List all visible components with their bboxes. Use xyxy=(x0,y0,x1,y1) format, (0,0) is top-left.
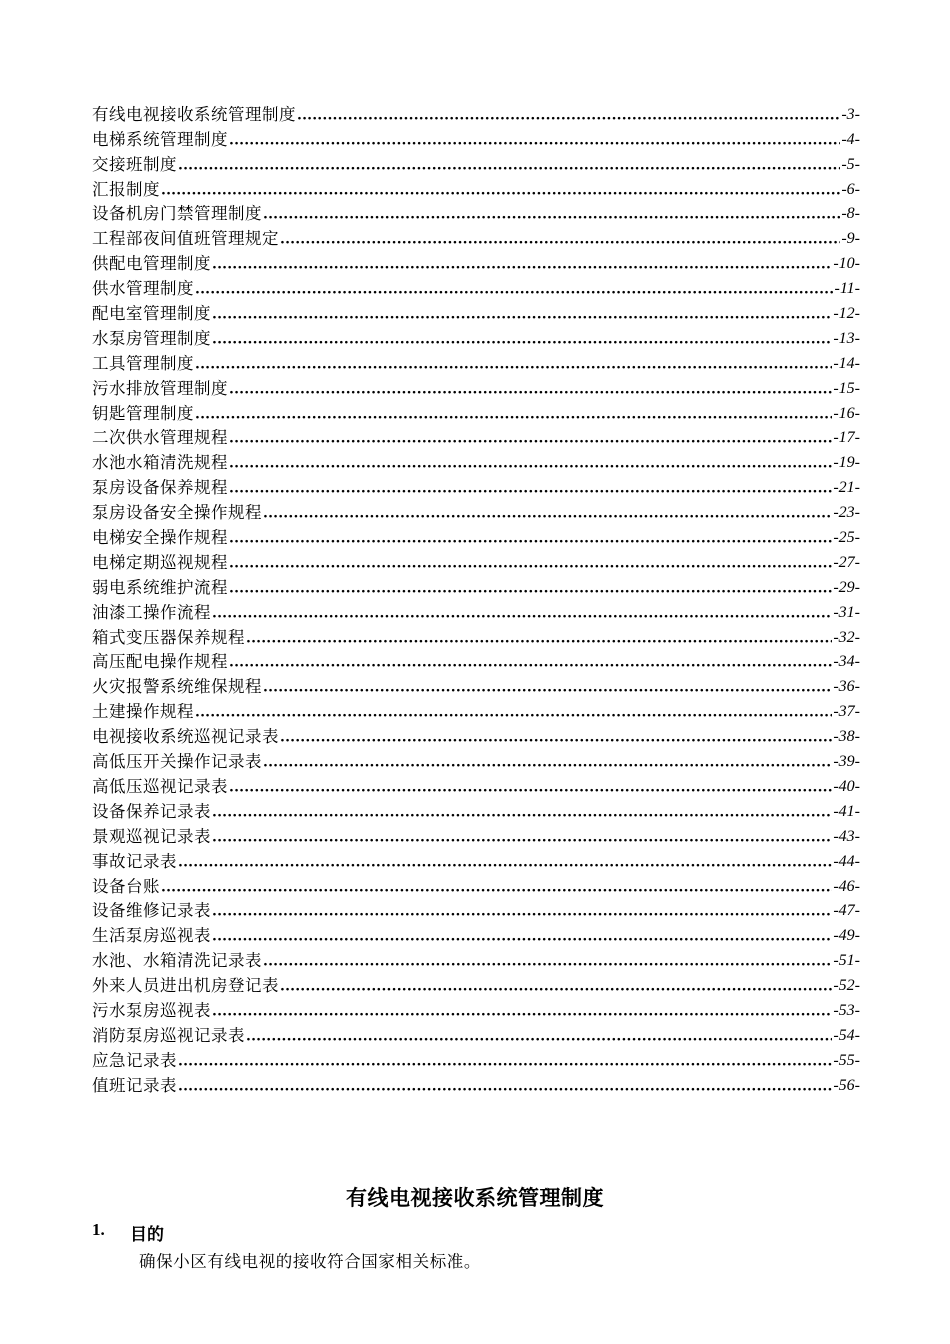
toc-entry[interactable] xyxy=(92,649,860,674)
toc-entry[interactable] xyxy=(92,350,860,375)
toc-entry[interactable] xyxy=(92,101,860,126)
toc-entry-page: -44- xyxy=(833,852,860,870)
toc-entry-page: -15- xyxy=(833,379,860,397)
toc-dot-leader xyxy=(263,678,832,698)
toc-entry-page: -4- xyxy=(841,130,860,148)
toc-dot-leader xyxy=(229,429,832,449)
toc-entry[interactable] xyxy=(92,1072,860,1097)
toc-entry-page: -29- xyxy=(833,578,860,596)
toc-entry[interactable] xyxy=(92,997,860,1022)
toc-entry[interactable] xyxy=(92,798,860,823)
toc-dot-leader xyxy=(229,554,832,574)
toc-entry-title: 钥匙管理制度 xyxy=(92,403,194,423)
toc-entry-page: -8- xyxy=(841,205,860,223)
toc-entry-title: 应急记录表 xyxy=(92,1050,177,1070)
toc-entry-page: -47- xyxy=(833,902,860,920)
toc-entry[interactable] xyxy=(92,624,860,649)
toc-dot-leader xyxy=(229,454,832,474)
toc-entry-page: -5- xyxy=(841,155,860,173)
toc-dot-leader xyxy=(212,828,832,848)
toc-entry-title: 电视接收系统巡视记录表 xyxy=(92,727,279,747)
toc-entry-title: 污水泵房巡视表 xyxy=(92,1000,211,1020)
toc-entry[interactable] xyxy=(92,275,860,300)
toc-entry[interactable] xyxy=(92,873,860,898)
toc-entry-title: 汇报制度 xyxy=(92,179,160,199)
toc-entry[interactable] xyxy=(92,225,860,250)
section-title: 有线电视接收系统管理制度 xyxy=(346,1186,604,1210)
toc-entry-page: -21- xyxy=(833,479,860,497)
toc-dot-leader xyxy=(212,330,832,350)
toc-dot-leader xyxy=(246,1027,832,1047)
toc-entry-title: 土建操作规程 xyxy=(92,702,194,722)
toc-entry[interactable] xyxy=(92,698,860,723)
toc-dot-leader xyxy=(178,156,840,176)
toc-entry[interactable] xyxy=(92,499,860,524)
toc-entry-page: -49- xyxy=(833,927,860,945)
toc-entry[interactable] xyxy=(92,549,860,574)
toc-entry-title: 工具管理制度 xyxy=(92,353,194,373)
toc-entry-page: -37- xyxy=(833,703,860,721)
toc-entry-page: -32- xyxy=(833,628,860,646)
toc-entry-title: 水池水箱清洗规程 xyxy=(92,453,228,473)
toc-entry[interactable] xyxy=(92,898,860,923)
toc-entry[interactable] xyxy=(92,1022,860,1047)
toc-dot-leader xyxy=(229,380,832,400)
toc-entry-title: 生活泵房巡视表 xyxy=(92,926,211,946)
toc-entry[interactable] xyxy=(92,599,860,624)
toc-entry-page: -41- xyxy=(833,802,860,820)
toc-dot-leader xyxy=(246,629,832,649)
toc-entry[interactable] xyxy=(92,773,860,798)
toc-entry[interactable] xyxy=(92,250,860,275)
toc-entry-page: -23- xyxy=(833,504,860,522)
heading-number: 1. xyxy=(92,1220,105,1239)
toc-entry-title: 景观巡视记录表 xyxy=(92,826,211,846)
toc-entry-page: -16- xyxy=(833,404,860,422)
toc-entry-title: 供水管理制度 xyxy=(92,279,194,299)
section-heading xyxy=(92,1220,164,1245)
toc-entry[interactable] xyxy=(92,574,860,599)
toc-dot-leader xyxy=(178,853,832,873)
toc-dot-leader xyxy=(229,529,832,549)
toc-dot-leader xyxy=(263,504,832,524)
toc-dot-leader xyxy=(297,106,840,126)
toc-entry[interactable] xyxy=(92,375,860,400)
toc-entry-title: 供配电管理制度 xyxy=(92,254,211,274)
toc-dot-leader xyxy=(178,1077,832,1097)
toc-entry[interactable] xyxy=(92,1047,860,1072)
toc-entry-title: 外来人员进出机房登记表 xyxy=(92,976,279,996)
toc-dot-leader xyxy=(229,131,840,151)
toc-entry-page: -43- xyxy=(833,827,860,845)
toc-dot-leader xyxy=(263,952,832,972)
toc-dot-leader xyxy=(280,977,832,997)
toc-entry-page: -25- xyxy=(833,529,860,547)
toc-entry[interactable] xyxy=(92,300,860,325)
toc-dot-leader xyxy=(280,230,840,250)
toc-entry[interactable] xyxy=(92,126,860,151)
toc-entry[interactable] xyxy=(92,673,860,698)
toc-entry-page: -10- xyxy=(833,255,860,273)
toc-entry-title: 设备保养记录表 xyxy=(92,801,211,821)
toc-entry[interactable] xyxy=(92,922,860,947)
toc-entry[interactable] xyxy=(92,823,860,848)
toc-entry-title: 水池、水箱清洗记录表 xyxy=(92,951,262,971)
body-paragraph: 确保小区有线电视的接收符合国家相关标准。 xyxy=(139,1252,481,1271)
toc-dot-leader xyxy=(212,1002,832,1022)
toc-entry-title: 高低压巡视记录表 xyxy=(92,776,228,796)
toc-entry[interactable] xyxy=(92,972,860,997)
toc-entry-title: 高压配电操作规程 xyxy=(92,652,228,672)
toc-entry-title: 油漆工操作流程 xyxy=(92,602,211,622)
toc-entry-page: -13- xyxy=(833,329,860,347)
toc-entry-title: 工程部夜间值班管理规定 xyxy=(92,229,279,249)
toc-entry-title: 设备维修记录表 xyxy=(92,901,211,921)
toc-entry[interactable] xyxy=(92,400,860,425)
toc-entry-page: -56- xyxy=(833,1076,860,1094)
toc-entry-title: 交接班制度 xyxy=(92,154,177,174)
toc-entry-title: 污水排放管理制度 xyxy=(92,378,228,398)
toc-dot-leader xyxy=(212,803,832,823)
toc-entry-page: -52- xyxy=(833,977,860,995)
toc-dot-leader xyxy=(229,479,832,499)
toc-entry[interactable] xyxy=(92,723,860,748)
toc-entry[interactable] xyxy=(92,151,860,176)
toc-entry-page: -46- xyxy=(833,877,860,895)
toc-entry[interactable] xyxy=(92,176,860,201)
toc-entry-title: 火灾报警系统维保规程 xyxy=(92,677,262,697)
toc-entry-title: 事故记录表 xyxy=(92,851,177,871)
toc-entry[interactable] xyxy=(92,848,860,873)
toc-entry-title: 泵房设备安全操作规程 xyxy=(92,503,262,523)
toc-entry-title: 有线电视接收系统管理制度 xyxy=(92,104,296,124)
toc-dot-leader xyxy=(161,181,840,201)
toc-entry-title: 值班记录表 xyxy=(92,1075,177,1095)
toc-entry-page: -27- xyxy=(833,553,860,571)
toc-entry-title: 电梯定期巡视规程 xyxy=(92,552,228,572)
toc-entry-page: -17- xyxy=(833,429,860,447)
toc-entry-page: -31- xyxy=(833,603,860,621)
toc-entry-page: -39- xyxy=(833,753,860,771)
toc-entry-title: 泵房设备保养规程 xyxy=(92,478,228,498)
toc-entry-title: 电梯系统管理制度 xyxy=(92,129,228,149)
toc-dot-leader xyxy=(280,728,832,748)
toc-entry-page: -36- xyxy=(833,678,860,696)
toc-dot-leader xyxy=(212,255,832,275)
toc-entry[interactable] xyxy=(92,425,860,450)
toc-entry-page: -9- xyxy=(841,230,860,248)
toc-entry-title: 弱电系统维护流程 xyxy=(92,577,228,597)
toc-entry-page: -51- xyxy=(833,952,860,970)
toc-entry-title: 设备台账 xyxy=(92,876,160,896)
toc-dot-leader xyxy=(229,579,832,599)
heading-text: 目的 xyxy=(130,1225,164,1245)
toc-dot-leader xyxy=(229,653,832,673)
toc-dot-leader xyxy=(229,778,832,798)
toc-entry[interactable] xyxy=(92,474,860,499)
toc-entry-page: -34- xyxy=(833,653,860,671)
table-of-contents xyxy=(92,101,860,1097)
toc-entry-page: -19- xyxy=(833,454,860,472)
toc-entry[interactable] xyxy=(92,524,860,549)
toc-entry[interactable] xyxy=(92,748,860,773)
toc-entry[interactable] xyxy=(92,201,860,226)
toc-entry-title: 高低压开关操作记录表 xyxy=(92,752,262,772)
toc-entry-title: 消防泵房巡视记录表 xyxy=(92,1025,245,1045)
toc-entry-page: -12- xyxy=(833,305,860,323)
toc-dot-leader xyxy=(212,604,832,624)
toc-entry-page: -54- xyxy=(833,1026,860,1044)
toc-dot-leader xyxy=(195,703,832,723)
toc-entry-title: 配电室管理制度 xyxy=(92,304,211,324)
toc-dot-leader xyxy=(195,355,832,375)
toc-dot-leader xyxy=(263,205,840,225)
toc-entry-page: -55- xyxy=(833,1051,860,1069)
toc-entry-page: -6- xyxy=(841,180,860,198)
toc-dot-leader xyxy=(195,280,834,300)
toc-entry-page: -38- xyxy=(833,728,860,746)
toc-entry-title: 电梯安全操作规程 xyxy=(92,528,228,548)
toc-entry-page: -11- xyxy=(834,280,860,298)
toc-dot-leader xyxy=(212,305,832,325)
toc-dot-leader xyxy=(178,1052,832,1072)
toc-entry-title: 二次供水管理规程 xyxy=(92,428,228,448)
toc-dot-leader xyxy=(161,878,832,898)
toc-entry-page: -3- xyxy=(841,105,860,123)
toc-dot-leader xyxy=(212,902,832,922)
toc-entry-page: -40- xyxy=(833,777,860,795)
toc-entry-page: -14- xyxy=(833,354,860,372)
toc-entry-title: 设备机房门禁管理制度 xyxy=(92,204,262,224)
toc-entry[interactable] xyxy=(92,325,860,350)
toc-entry[interactable] xyxy=(92,449,860,474)
toc-dot-leader xyxy=(263,753,832,773)
toc-entry-page: -53- xyxy=(833,1001,860,1019)
toc-entry-title: 箱式变压器保养规程 xyxy=(92,627,245,647)
toc-entry-title: 水泵房管理制度 xyxy=(92,328,211,348)
toc-dot-leader xyxy=(195,405,832,425)
toc-entry[interactable] xyxy=(92,947,860,972)
toc-dot-leader xyxy=(212,927,832,947)
